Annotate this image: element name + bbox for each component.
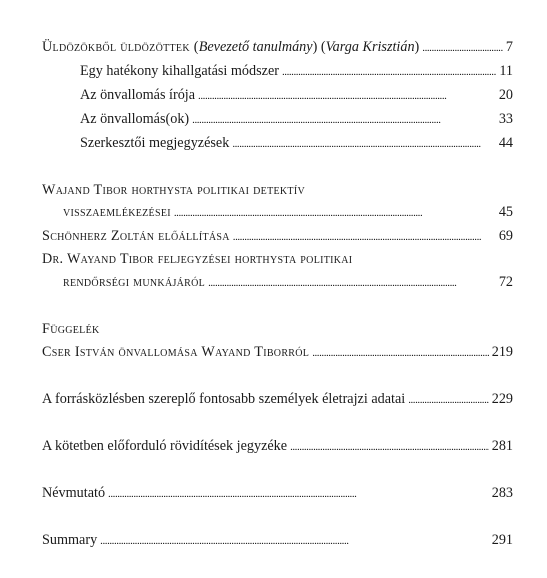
toc-entry-wayand-feljegyzesei: Dr. Wayand Tibor feljegyzései horthysta politikai bbox=[42, 251, 353, 267]
page-number: 229 bbox=[491, 391, 513, 407]
toc-entry-title: visszaemlékezései bbox=[63, 204, 171, 220]
toc-entry-schonherz bbox=[42, 227, 513, 246]
toc-entry-summary bbox=[42, 531, 513, 550]
dot-leader bbox=[108, 484, 489, 503]
dot-leader bbox=[233, 227, 496, 246]
dot-leader bbox=[282, 62, 496, 81]
toc-entry-wajand-title: Wajand Tibor horthysta politikai detektív bbox=[42, 182, 305, 198]
toc-entry-kihallgatasi bbox=[80, 62, 513, 81]
page-number: 72 bbox=[498, 274, 513, 290]
toc-entry-title: Üldözökből üldözöttek (Bevezető tanulmány) (Varga Krisztián) bbox=[42, 39, 420, 55]
toc-entry-title: Névmutató bbox=[42, 485, 106, 501]
toc-entry-nevmutato bbox=[42, 484, 513, 503]
toc-entry-title: Schönherz Zoltán előállítása bbox=[42, 228, 230, 244]
page-number: 69 bbox=[498, 228, 513, 244]
page-number: 219 bbox=[491, 344, 513, 360]
toc-entry-szerkesztoi bbox=[80, 134, 513, 153]
dot-leader bbox=[100, 531, 489, 550]
dot-leader bbox=[408, 390, 489, 409]
toc-entry-onvallomas-iroja bbox=[80, 86, 513, 105]
dot-leader bbox=[290, 437, 489, 456]
page-number: 44 bbox=[498, 135, 513, 151]
page-number: 45 bbox=[498, 204, 513, 220]
page-number: 33 bbox=[498, 111, 513, 127]
toc-entry-title: Szerkesztői megjegyzések bbox=[80, 135, 230, 151]
toc-entry-rovidites bbox=[42, 437, 513, 456]
toc-entry-title: Egy hatékony kihallgatási módszer bbox=[80, 63, 279, 79]
dot-leader bbox=[232, 134, 496, 153]
dot-leader bbox=[192, 110, 496, 129]
page-number: 7 bbox=[505, 39, 513, 55]
dot-leader bbox=[174, 203, 496, 222]
toc-entry-title: A forrásközlésben szereplő fontosabb személyek életrajzi adatai bbox=[42, 391, 406, 407]
toc-entry-title: rendőrségi munkájáról bbox=[63, 274, 206, 290]
toc-entry-title: Cser István önvallomása Wayand Tiborról bbox=[42, 344, 310, 360]
toc-entry-eletrajzi bbox=[42, 390, 513, 409]
toc-entry-title: Az önvallomás írója bbox=[80, 87, 196, 103]
page-number: 283 bbox=[491, 485, 513, 501]
toc-entry-onvallomasok bbox=[80, 110, 513, 129]
page-number: 281 bbox=[491, 438, 513, 454]
toc-entry-uldozokbol bbox=[42, 38, 513, 57]
toc-entry-rendorsegi bbox=[63, 273, 513, 292]
toc-entry-title: Summary bbox=[42, 532, 98, 548]
page-number: 291 bbox=[491, 532, 513, 548]
dot-leader bbox=[198, 86, 496, 105]
toc-entry-cser-istvan bbox=[42, 343, 513, 362]
toc-entry-title: Az önvallomás(ok) bbox=[80, 111, 190, 127]
page-number: 11 bbox=[499, 63, 513, 79]
toc-entry-visszaemlekezesei bbox=[63, 203, 513, 222]
dot-leader bbox=[422, 38, 503, 57]
dot-leader bbox=[208, 273, 496, 292]
page-number: 20 bbox=[498, 87, 513, 103]
toc-entry-title: A kötetben előforduló rövidítések jegyzéke bbox=[42, 438, 288, 454]
toc-section-fuggelek: Függelék bbox=[42, 321, 100, 337]
dot-leader bbox=[312, 343, 489, 362]
